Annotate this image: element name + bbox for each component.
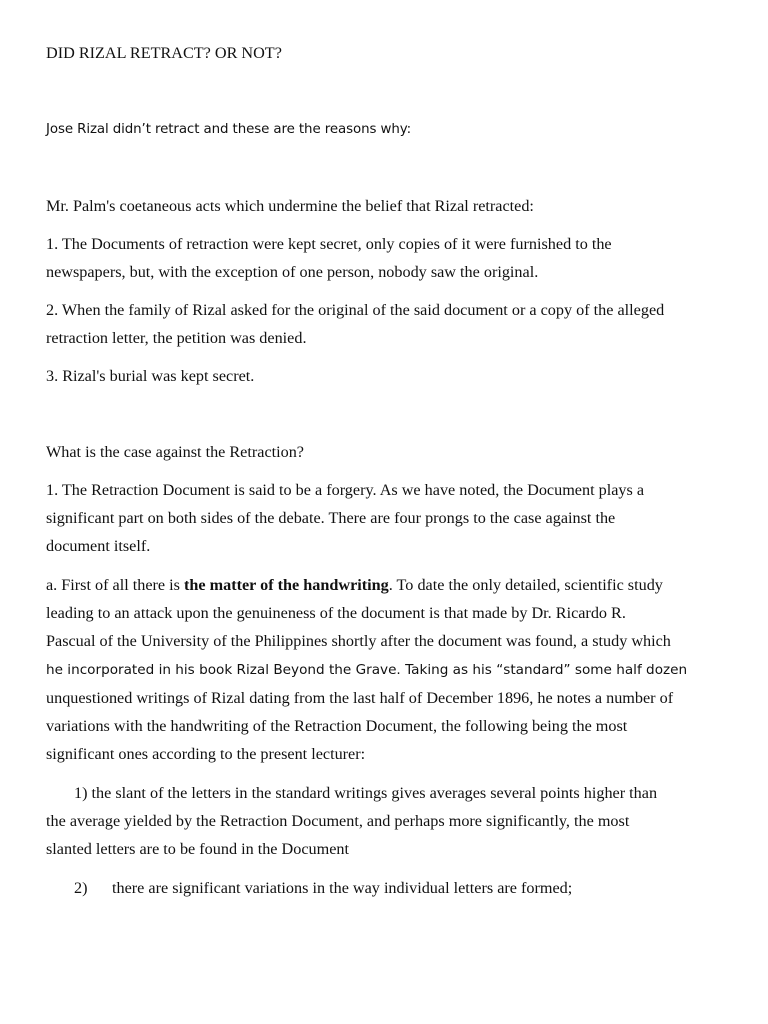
handwriting-suffix: . To date the only detailed, scientific study <box>388 576 663 594</box>
handwriting-paragraph-line-4: he incorporated in his book Rizal Beyond the Grave. Taking as his “standard” some half dozen <box>46 662 688 678</box>
section2-heading: What is the case against the Retraction? <box>46 443 304 461</box>
case-1-line-1: 1. The Retraction Document is said to be a forgery. As we have noted, the Document plays a <box>46 481 645 499</box>
sub-point-1-line-3: slanted letters are to be found in the Document <box>46 840 349 858</box>
document-title: DID RIZAL RETRACT? OR NOT? <box>46 44 282 62</box>
reason-1-line-1: 1. The Documents of retraction were kept secret, only copies of it were furnished to the <box>46 235 612 253</box>
case-1-line-3: document itself. <box>46 537 151 555</box>
sub-point-1-line-1: 1) the slant of the letters in the standard writings gives averages several points higher than <box>74 784 658 802</box>
handwriting-paragraph-line-1 <box>46 575 728 595</box>
reason-3: 3. Rizal's burial was kept secret. <box>46 367 255 385</box>
reason-2-line-1: 2. When the family of Rizal asked for the original of the said document or a copy of the alleged <box>46 301 665 319</box>
intro-line: Jose Rizal didn’t retract and these are the reasons why: <box>46 122 411 137</box>
handwriting-paragraph-line-6: variations with the handwriting of the Retraction Document, the following being the most <box>46 717 628 735</box>
reason-1-line-2: newspapers, but, with the exception of one person, nobody saw the original. <box>46 263 539 281</box>
sub-point-2-number: 2) <box>74 879 88 897</box>
handwriting-paragraph-line-7: significant ones according to the present lecturer: <box>46 745 366 763</box>
handwriting-bold-phrase: the matter of the handwriting <box>184 576 389 594</box>
handwriting-paragraph-line-2: leading to an attack upon the genuineness of the document is that made by Dr. Ricardo R. <box>46 604 626 622</box>
sub-point-2-text: there are significant variations in the way individual letters are formed; <box>112 879 573 897</box>
sub-point-2 <box>74 878 728 898</box>
handwriting-paragraph-line-3: Pascual of the University of the Philippines shortly after the document was found, a study which <box>46 632 671 650</box>
handwriting-paragraph-line-5: unquestioned writings of Rizal dating from the last half of December 1896, he notes a number of <box>46 689 674 707</box>
reason-2-line-2: retraction letter, the petition was denied. <box>46 329 307 347</box>
section1-heading: Mr. Palm's coetaneous acts which undermine the belief that Rizal retracted: <box>46 197 534 215</box>
handwriting-prefix: a. First of all there is <box>46 576 185 594</box>
sub-point-1-line-2: the average yielded by the Retraction Document, and perhaps more significantly, the most <box>46 812 630 830</box>
case-1-line-2: significant part on both sides of the debate. There are four prongs to the case against the <box>46 509 616 527</box>
